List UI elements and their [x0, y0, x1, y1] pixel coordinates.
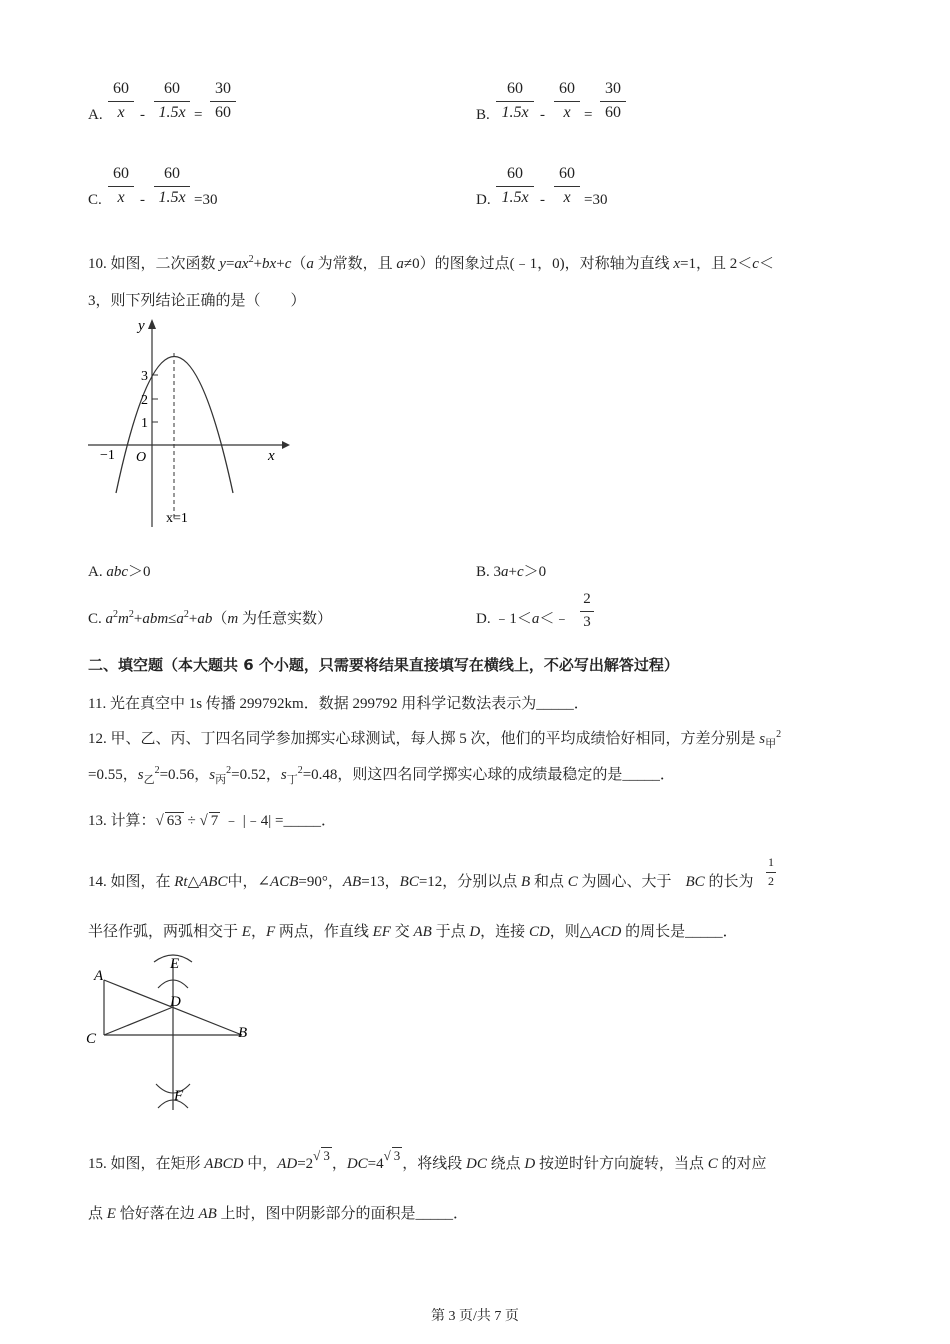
q13-question: 13. 计算：√ 63 ÷ √ 7 ﹣ |﹣4| =_____． [88, 813, 336, 829]
q9-b-fraction-1 [496, 80, 534, 122]
q10-text-f: ＜ [758, 256, 774, 272]
q10-option-c: C. $a^2m^2+abm\le a^2+ab(m$ 为任意实数） [88, 609, 332, 627]
q14-question-line-1: 14. 如图，在 Rt△ABC中，∠ACB=90°，AB=13，BC=12，分别以点 B 和点 C 为圆心、大于 BC 的长为 [88, 874, 754, 890]
q9-c-rhs: =30 [194, 192, 218, 208]
q9-b-f2-num: 60 [559, 80, 575, 97]
q9-option-a-label: A. [88, 107, 103, 123]
q9-c-f2-num: 60 [164, 165, 180, 182]
q15-question-line-1: 15. 如图，在矩形 ABCD 中，AD=2√ 3，DC=4√ 3，将线段 DC 绕点 D 按逆时针方向旋转，当点 C 的对应 [88, 1148, 767, 1172]
q14-triangle-figure [84, 950, 264, 1122]
q11-question: 11. 光在真空中 1s 传播 299792km．数据 299792 用科学记数法表示为_____． [88, 696, 589, 712]
q10-text-c: 为常数，且 [313, 256, 397, 272]
q10-question-line-2: 3，则下列结论正确的是（ ） [88, 293, 306, 309]
q9-b-fraction-2 [554, 80, 580, 122]
x-axis-arrow [282, 441, 290, 449]
q9-a-eq: = [194, 107, 203, 123]
q10-parabola-graph [86, 315, 290, 530]
q9-a-fraction-2 [154, 80, 190, 122]
q13-sqrt-63: 63 [166, 813, 182, 829]
q9-b-fraction-3 [600, 80, 626, 122]
q9-b-op1: - [540, 107, 545, 123]
q12-question-line-2: =0.55，$s_乙^2=0.56$，$s_丙^2=0.52$，$s_丁^2=0.48$，则这四名同学掷实心球的成绩最稳定的是_____． [88, 765, 675, 786]
q10-option-d-fraction: 2 3 [580, 591, 594, 631]
q9-d-f2-num: 60 [559, 165, 575, 182]
q15-question-line-2: 点 E 恰好落在边 AB 上时，图中阴影部分的面积是_____． [88, 1206, 469, 1222]
q9-b-f1-num: 60 [507, 80, 523, 97]
q9-b-f3-num: 30 [605, 80, 621, 97]
q9-d-f1-num: 60 [507, 165, 523, 182]
q9-option-b-label: B. [476, 107, 490, 123]
q9-d-fraction-1 [496, 165, 534, 207]
q9-c-op1: - [140, 192, 145, 208]
tick-label-2: 2 [141, 393, 148, 408]
q9-c-f1-num: 60 [113, 165, 129, 182]
q10-text-e: =1，且 2＜ [680, 256, 753, 272]
q9-a-op1: - [140, 107, 145, 123]
q9-a-f2-den: 1.5x [158, 104, 186, 121]
q9-c-f1-den: x [117, 189, 125, 206]
q9-a-f1-den: x [117, 104, 125, 121]
q9-c-fraction-2 [154, 165, 190, 207]
q13-sqrt-7: 7 [210, 813, 219, 829]
q9-c-f2-den: 1.5x [158, 189, 186, 206]
q9-a-f3-den: 60 [215, 104, 231, 121]
y-axis-label: y [138, 318, 145, 334]
q9-a-f3-num: 30 [215, 80, 231, 97]
q9-d-f1-den: 1.5x [501, 189, 529, 206]
q9-a-f2-num: 60 [164, 80, 180, 97]
q9-a-f1-num: 60 [113, 80, 129, 97]
q9-c-fraction-1 [108, 165, 134, 207]
label-a: A [94, 968, 104, 984]
x-axis-label: x [268, 448, 275, 464]
q14-half-fraction: 1 2 [768, 855, 774, 888]
q10-option-a: A. abc＞0 [88, 564, 151, 580]
q9-b-f1-den: 1.5x [501, 104, 529, 121]
symmetry-axis-label: x=1 [166, 511, 188, 526]
page-footer: 第 3 页/共 7 页 [431, 1309, 519, 1324]
label-b: B [238, 1025, 248, 1041]
q10-text-b: （ [291, 256, 307, 272]
q9-option-d-label: D. [476, 192, 491, 208]
q9-d-f2-den: x [563, 189, 571, 206]
label-c: C [86, 1031, 97, 1047]
section-2-heading: 二、填空题（本大题共 6 个小题，只需要将结果直接填写在横线上，不必写出解答过程） [88, 656, 679, 674]
tick-label-1: 1 [141, 416, 148, 431]
q9-b-f2-den: x [563, 104, 571, 121]
q9-d-fraction-2 [554, 165, 580, 207]
q9-b-f3-den: 60 [605, 104, 621, 121]
q10-option-b: B. 3a+c＞0 [476, 564, 547, 580]
label-d: D [170, 994, 181, 1010]
q9-a-fraction-3 [210, 80, 236, 122]
q10-text-a: 10. 如图，二次函数 [88, 256, 220, 272]
minus-one-label: −1 [100, 448, 115, 463]
q10-question-line-1: 10. 如图，二次函数 $y=ax^2+bx+c(a$ 为常数，且 a≠0）的图象过点(﹣1，0)，对称轴为直线 x=1，且 2＜c＜ [88, 254, 774, 272]
label-f: F [174, 1088, 184, 1104]
q9-b-eq: = [584, 107, 593, 123]
q10-option-d: D. ﹣1＜a＜﹣ [476, 611, 570, 627]
q14-question-line-2: 半径作弧，两弧相交于 E，F 两点，作直线 EF 交 AB 于点 D，连接 CD，则△ACD 的周长是_____． [88, 924, 738, 940]
y-axis-arrow [148, 319, 156, 329]
q9-d-op1: - [540, 192, 545, 208]
q12-question-line-1: 12. 甲、乙、丙、丁四名同学参加掷实心球测试，每人掷 5 次，他们的平均成绩恰好相同，方差分别是 $s_甲^2$ [88, 729, 782, 750]
label-e: E [170, 956, 180, 972]
q10-text-d: ）的图象过点(﹣1，0)，对称轴为直线 [419, 256, 674, 272]
q9-option-c-label: C. [88, 192, 102, 208]
origin-label: O [136, 450, 147, 465]
q10-function: y [219, 256, 226, 272]
q9-a-fraction-1 [108, 80, 134, 122]
q13-absolute-value: ﹣4 [245, 813, 269, 829]
tick-label-3: 3 [141, 369, 148, 384]
segment-cd [104, 1007, 173, 1035]
q9-d-rhs: =30 [584, 192, 608, 208]
